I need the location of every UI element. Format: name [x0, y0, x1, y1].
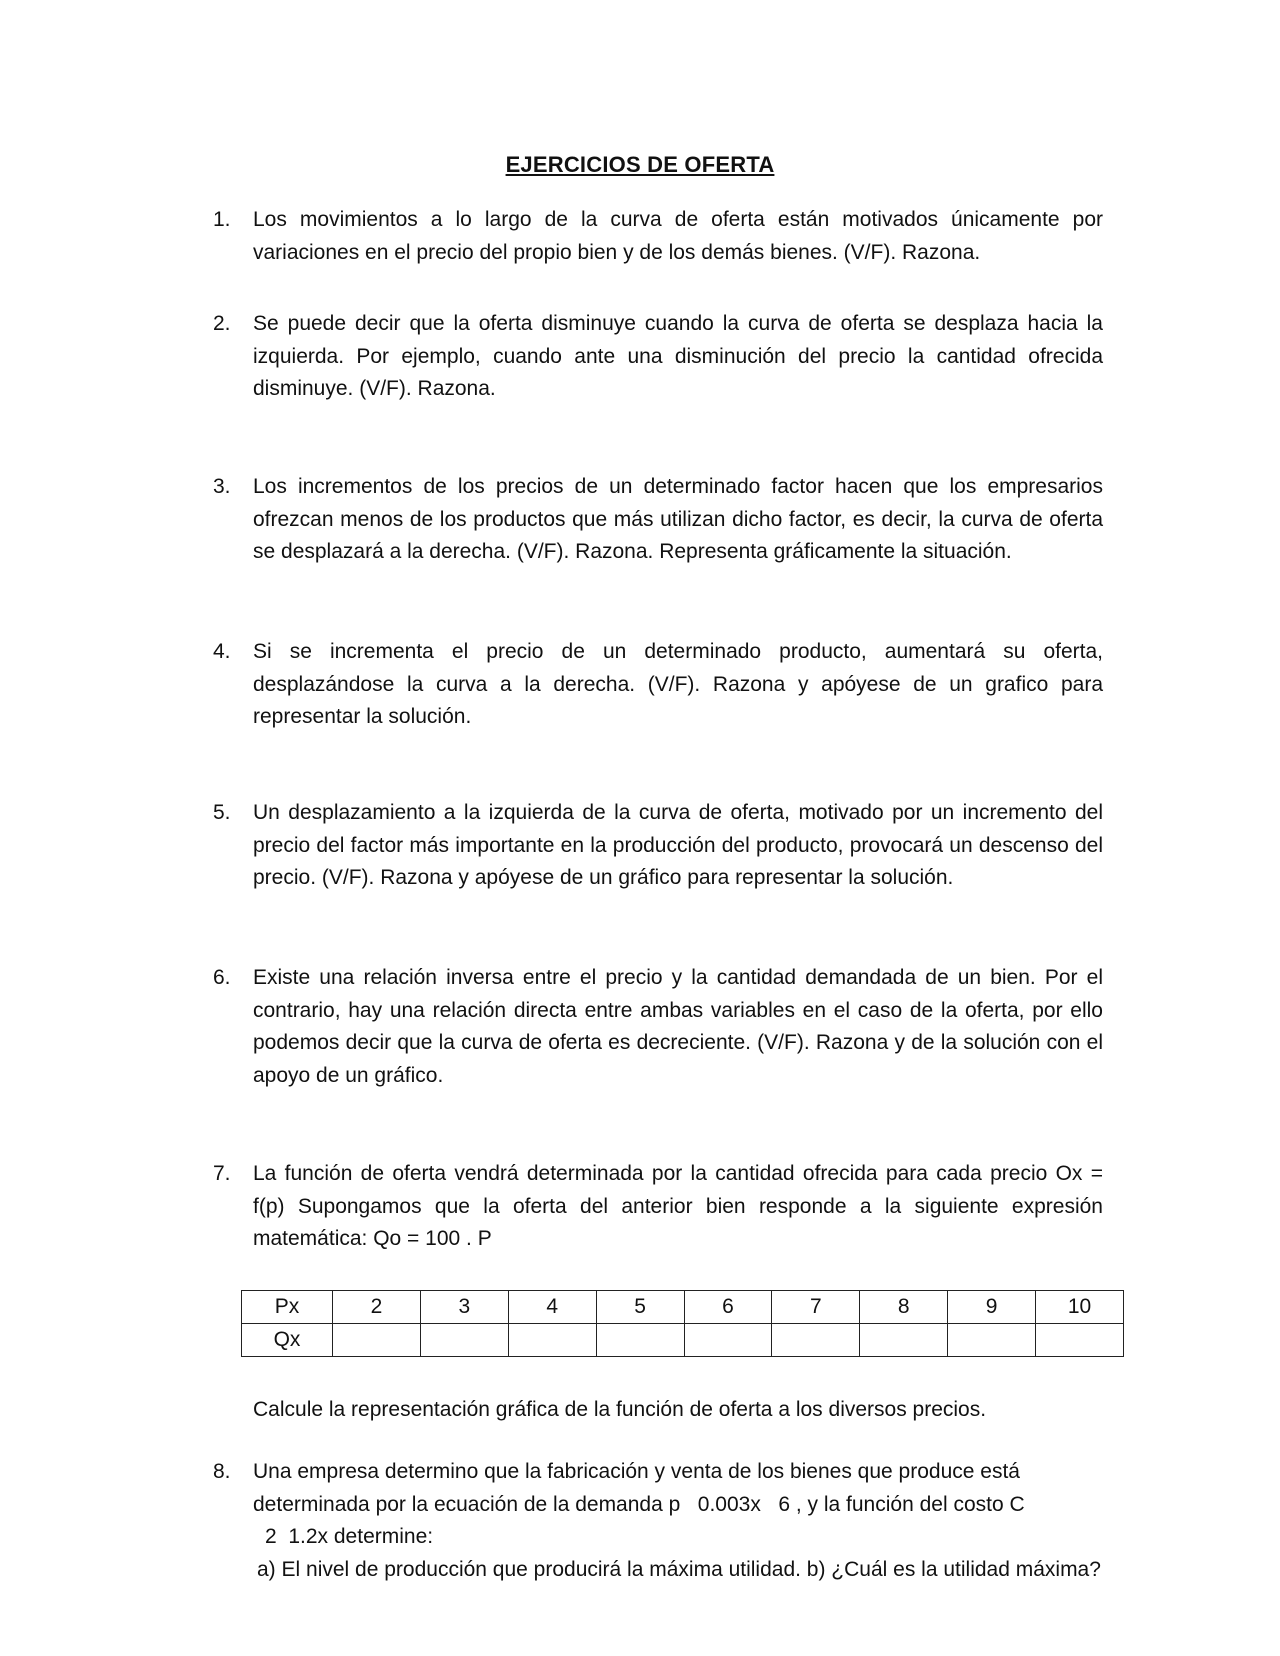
- exercise-7: [213, 1158, 1103, 1256]
- exercise-3: [213, 471, 1103, 569]
- table-cell: 9: [948, 1291, 1036, 1324]
- exercise-text: Los incrementos de los precios de un determinado factor hacen que los empresarios ofrezcan menos de los productos que más utilizan dicho factor, es decir, la curva de oferta se desplazará a la derecha. (V/F). Razona. Representa gráficamente la situación.: [253, 475, 1103, 563]
- exercise-line: 2 1.2x determine:: [265, 1525, 434, 1548]
- exercise-line: a) El nivel de producción que producirá la máxima utilidad. b) ¿Cuál es la utilidad máxima?: [257, 1557, 1101, 1581]
- table-row: [242, 1324, 1124, 1357]
- table-cell: 7: [772, 1291, 860, 1324]
- table-cell-px-label: Px: [242, 1291, 333, 1324]
- exercise-text: La función de oferta vendrá determinada por la cantidad ofrecida para cada precio Ox = f(p) Supongamos que la oferta del anterior bien responde a la siguiente expresión matemática: Qo = 100 . P: [253, 1162, 1103, 1250]
- table-cell-empty: [1036, 1324, 1124, 1357]
- table-cell: 8: [860, 1291, 948, 1324]
- table-cell-empty: [420, 1324, 508, 1357]
- price-quantity-table: [241, 1290, 1124, 1357]
- table-cell-empty: [596, 1324, 684, 1357]
- exercise-text: Los movimientos a lo largo de la curva de oferta están motivados únicamente por variaciones en el precio del propio bien y de los demás bienes. (V/F). Razona.: [253, 208, 1103, 264]
- exercise-number: 5.: [213, 801, 231, 824]
- table-cell: 2: [333, 1291, 421, 1324]
- table-instruction: Calcule la representación gráfica de la función de oferta a los diversos precios.: [253, 1398, 987, 1421]
- table-cell-empty: [508, 1324, 596, 1357]
- exercise-number: 1.: [213, 208, 231, 231]
- exercise-4: [213, 636, 1103, 734]
- table-cell: 3: [420, 1291, 508, 1324]
- exercise-number: 6.: [213, 966, 231, 989]
- document-title: EJERCICIOS DE OFERTA: [505, 152, 775, 177]
- table-cell-empty: [333, 1324, 421, 1357]
- table-cell-empty: [860, 1324, 948, 1357]
- exercise-6: [213, 962, 1103, 1092]
- exercise-number: 4.: [213, 640, 231, 663]
- table-row: [242, 1291, 1124, 1324]
- exercise-line: Una empresa determino que la fabricación y venta de los bienes que produce está: [253, 1460, 1020, 1483]
- exercise-text: Existe una relación inversa entre el precio y la cantidad demandada de un bien. Por el contrario, hay una relación directa entre ambas variables en el caso de la oferta, por ello podemos decir que la curva de oferta es decreciente. (V/F). Razona y de la solución con el apoyo de un gráfico.: [253, 966, 1103, 1087]
- exercise-text: Si se incrementa el precio de un determinado producto, aumentará su oferta, desplazándose la curva a la derecha. (V/F). Razona y apóyese de un grafico para representar la solución.: [253, 640, 1103, 728]
- exercise-1: [213, 204, 1103, 269]
- table-cell-empty: [772, 1324, 860, 1357]
- exercise-number: 7.: [213, 1162, 231, 1185]
- table-cell: 10: [1036, 1291, 1124, 1324]
- exercise-8: [213, 1456, 1103, 1586]
- table-cell-empty: [684, 1324, 772, 1357]
- exercise-number: 8.: [213, 1460, 231, 1483]
- table-cell-empty: [948, 1324, 1036, 1357]
- exercise-text: [253, 1456, 1103, 1586]
- exercise-number: 3.: [213, 475, 231, 498]
- exercise-2: [213, 308, 1103, 406]
- table-cell: 5: [596, 1291, 684, 1324]
- exercise-text: Se puede decir que la oferta disminuye cuando la curva de oferta se desplaza hacia la izquierda. Por ejemplo, cuando ante una disminución del precio la cantidad ofrecida disminuye. (V/F). Razona.: [253, 312, 1103, 400]
- exercise-number: 2.: [213, 312, 231, 335]
- exercise-line: determinada por la ecuación de la demanda p 0.003x 6 , y la función del costo C: [253, 1492, 1025, 1516]
- exercise-5: [213, 797, 1103, 895]
- table-cell: 6: [684, 1291, 772, 1324]
- exercise-text: Un desplazamiento a la izquierda de la curva de oferta, motivado por un incremento del precio del factor más importante en la producción del producto, provocará un descenso del precio. (V/F). Razona y apóyese de un gráfico para representar la solución.: [253, 801, 1103, 889]
- table-cell-qx-label: Qx: [242, 1324, 333, 1357]
- table-cell: 4: [508, 1291, 596, 1324]
